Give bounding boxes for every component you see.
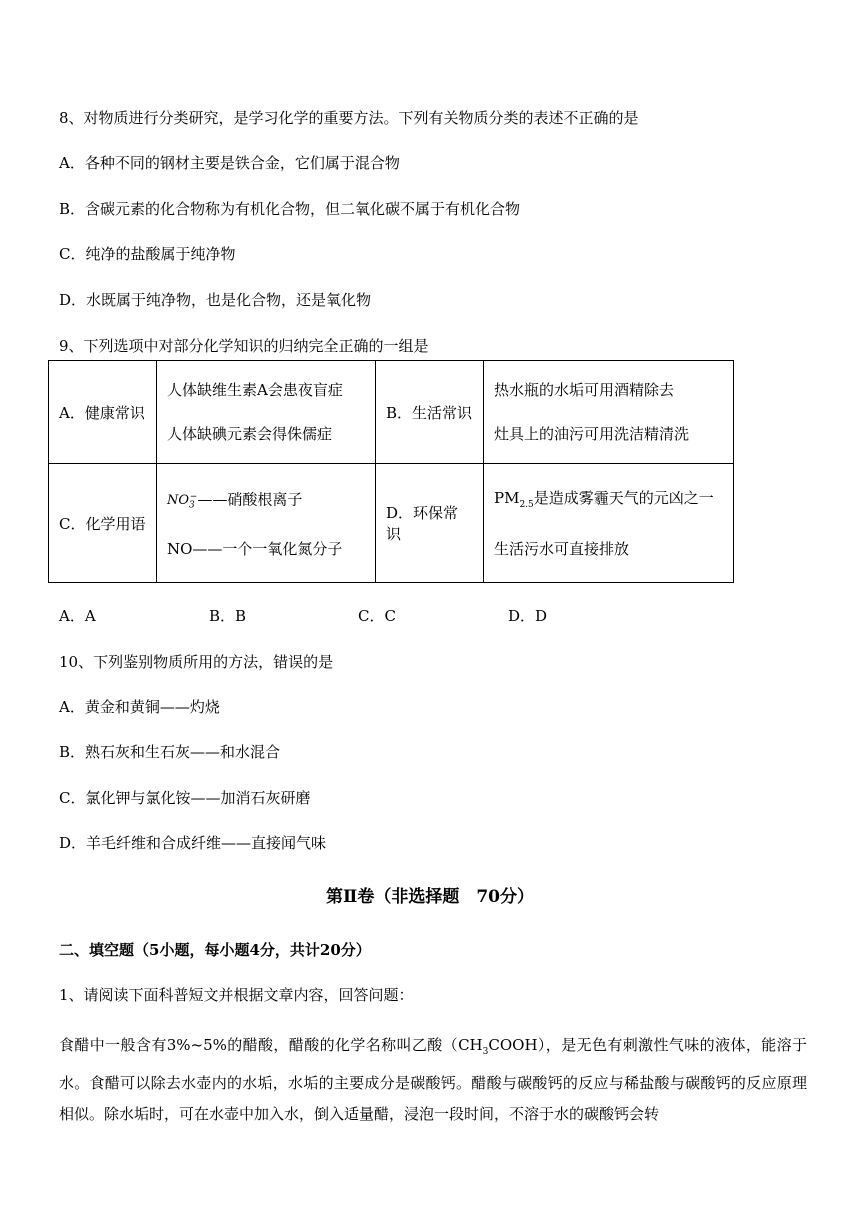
q9-a-content xyxy=(157,361,376,464)
q9-b-content xyxy=(484,361,734,464)
part2-heading: 第Ⅱ卷（非选择题 70分） xyxy=(326,887,534,907)
q9-table-row xyxy=(49,361,734,464)
q9-table-row xyxy=(49,464,734,583)
fill-q1-stem: 1、请阅读下面科普短文并根据文章内容，回答问题： xyxy=(59,986,414,1004)
q9-d-label: D．环保常识 xyxy=(376,464,484,583)
section-heading: 二、填空题（5小题，每小题4分，共计20分） xyxy=(59,941,371,959)
q9-d-line1: $PM_{2.5}$是造成雾霾天气的元凶之一 xyxy=(494,488,714,510)
q9-c-content xyxy=(157,464,376,583)
reading-paragraph: 食醋中一般含有3%~5%的醋酸，醋酸的化学名称叫乙酸$(CH_3COOH)$，是无色有刺激性气味的液体，能溶于水。食醋可以除去水壶内的水垢，水垢的主要成分是碳酸钙。醋酸与碳酸钙的反应与稀盐酸与碳酸钙的反应原理相似。除水垢时，可在水壶中加入水，倒入适量醋，浸泡一段时间，不溶于水的碳酸钙会转 xyxy=(59,1036,807,1123)
q9-table xyxy=(48,360,734,583)
q9-option-b: B．B xyxy=(209,607,247,625)
q9-d-content xyxy=(484,464,734,583)
q9-c-line2: NO——一个一氧化氮分子 xyxy=(167,540,343,559)
q9-c-label: C．化学用语 xyxy=(49,464,157,583)
q9-c-line1: $NO_3^-——$硝酸根离子 xyxy=(167,489,303,511)
q8-stem: 8、对物质进行分类研究，是学习化学的重要方法。下列有关物质分类的表述不正确的是 xyxy=(59,109,639,127)
q9-b-line2: 灶具上的油污可用洗洁精清洗 xyxy=(494,425,690,443)
q10-stem: 10、下列鉴别物质所用的方法，错误的是 xyxy=(59,653,334,671)
q9-a-label: A．健康常识 xyxy=(49,361,157,464)
nitrate-formula: $NO_3^-$ xyxy=(167,491,198,511)
q9-b-line1: 热水瓶的水垢可用酒精除去 xyxy=(494,381,675,399)
q8-option-c: C．纯净的盐酸属于纯净物 xyxy=(59,245,236,263)
q9-a-line2: 人体缺碘元素会得侏儒症 xyxy=(167,425,333,443)
q9-option-d: D．D xyxy=(508,607,548,625)
q8-option-b: B．含碳元素的化合物称为有机化合物，但二氧化碳不属于有机化合物 xyxy=(59,200,521,218)
q10-option-a: A．黄金和黄铜——灼烧 xyxy=(59,698,220,716)
q9-stem: 9、下列选项中对部分化学知识的归纳完全正确的一组是 xyxy=(59,337,429,355)
q10-option-d: D．羊毛纤维和合成纤维——直接闻气味 xyxy=(59,834,327,852)
q9-options xyxy=(59,606,659,626)
q9-option-c: C．C xyxy=(358,607,396,625)
q9-option-a: A．A xyxy=(59,607,96,625)
q8-option-a: A．各种不同的钢材主要是铁合金，它们属于混合物 xyxy=(59,154,400,172)
q8-option-d: D．水既属于纯净物，也是化合物，还是氧化物 xyxy=(59,291,372,309)
q9-d-line2: 生活污水可直接排放 xyxy=(494,539,630,558)
q9-a-line1: 人体缺维生素A会患夜盲症 xyxy=(167,381,343,399)
q9-b-label: B．生活常识 xyxy=(376,361,484,464)
q10-option-b: B．熟石灰和生石灰——和水混合 xyxy=(59,743,281,761)
q10-option-c: C．氯化钾与氯化铵——加消石灰研磨 xyxy=(59,789,311,807)
